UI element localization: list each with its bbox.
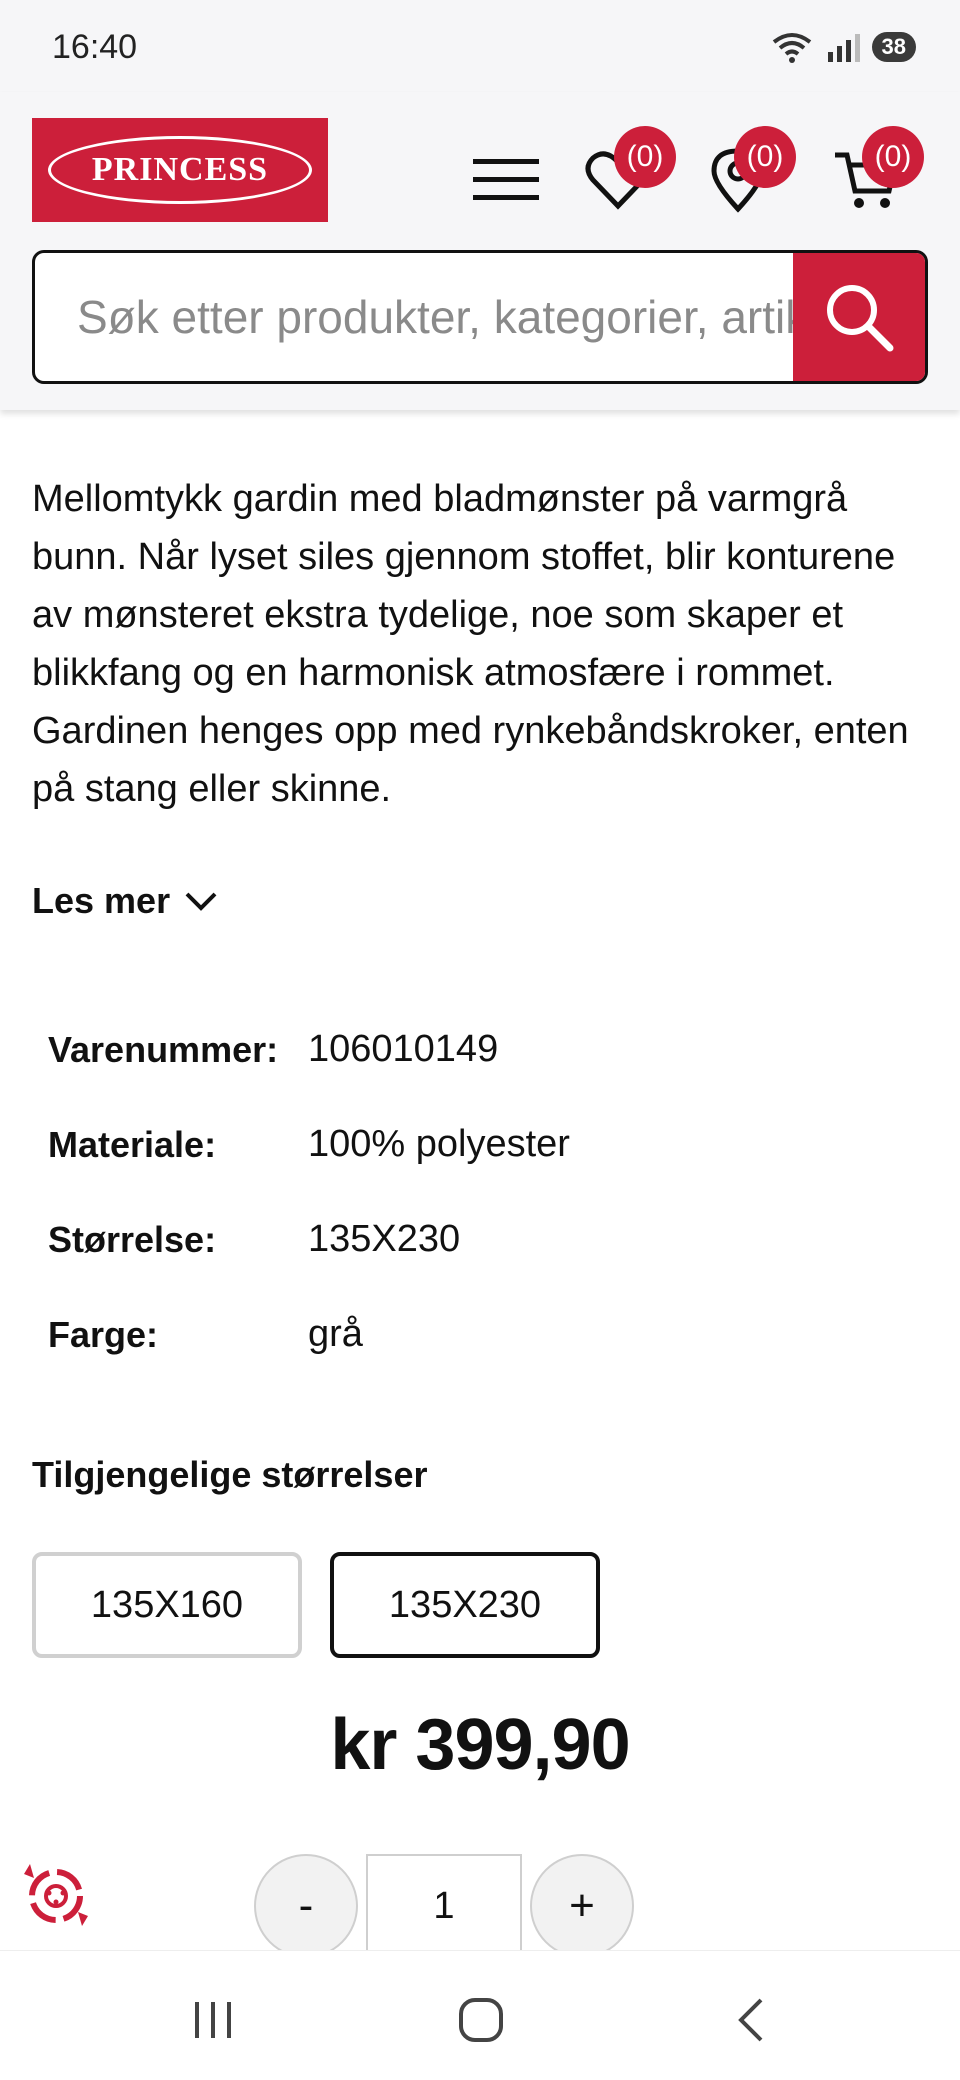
- signal-icon: [826, 32, 860, 62]
- battery-indicator: 38: [872, 32, 916, 62]
- wishlist-count-badge: (0): [614, 126, 676, 188]
- size-option-135x230-selected[interactable]: 135X230: [330, 1552, 600, 1658]
- stores-button[interactable]: [690, 132, 786, 228]
- chevron-down-icon: [184, 890, 218, 912]
- spec-value: 135X230: [308, 1218, 461, 1260]
- spec-label: Varenummer:: [48, 1028, 279, 1070]
- home-icon: [457, 1996, 505, 2044]
- quantity-decrease-button[interactable]: -: [254, 1854, 358, 1958]
- system-nav-bar: [0, 1950, 960, 2080]
- spec-row-color: [48, 1287, 908, 1382]
- back-button[interactable]: [706, 1985, 796, 2055]
- stores-count-badge: (0): [734, 126, 796, 188]
- spec-value: 100% polyester: [308, 1123, 570, 1165]
- back-icon: [733, 1996, 769, 2044]
- product-specs: [48, 1002, 908, 1382]
- spec-value: 106010149: [308, 1028, 499, 1070]
- status-bar: [0, 0, 960, 92]
- status-time: 16:40: [52, 28, 138, 66]
- available-sizes-heading: Tilgjengelige størrelser: [32, 1454, 428, 1495]
- hamburger-icon: [471, 155, 541, 205]
- support-widget-icon[interactable]: [16, 1856, 96, 1936]
- search-icon: [822, 280, 896, 354]
- home-button[interactable]: [436, 1985, 526, 2055]
- size-option-135x160[interactable]: 135X160: [32, 1552, 302, 1658]
- quantity-input[interactable]: 1: [366, 1854, 522, 1958]
- spec-row-article-number: [48, 1002, 908, 1097]
- logo-text: PRINCESS: [48, 136, 312, 204]
- read-more-label: Les mer: [32, 880, 171, 921]
- princess-logo[interactable]: [32, 118, 328, 222]
- spec-row-size: [48, 1192, 908, 1287]
- spec-label: Størrelse:: [48, 1218, 217, 1260]
- quantity-stepper: [254, 1854, 634, 1958]
- spec-row-material: [48, 1097, 908, 1192]
- product-price: kr 399,90: [330, 1705, 630, 1785]
- recent-apps-button[interactable]: [168, 1985, 258, 2055]
- product-description: Mellomtykk gardin med bladmønster på varmgrå bunn. Når lyset siles gjennom stoffet, blir konturene av mønsteret ekstra tydelige, noe som skaper et blikkfang og en harmonisk atmosfære i rommet. Gardinen henges opp med rynkebåndskroker, enten på stang eller skinne.: [32, 478, 909, 810]
- menu-button[interactable]: [458, 132, 554, 228]
- search-bar: [32, 250, 928, 384]
- spec-label: Materiale:: [48, 1123, 217, 1165]
- search-input[interactable]: [35, 253, 795, 381]
- spec-label: Farge:: [48, 1313, 159, 1355]
- read-more-toggle[interactable]: [32, 880, 218, 922]
- cart-button[interactable]: [818, 132, 914, 228]
- status-icons: [770, 30, 916, 64]
- search-button[interactable]: [793, 253, 925, 381]
- cart-count-badge: (0): [862, 126, 924, 188]
- spec-value: grå: [308, 1313, 363, 1355]
- quantity-increase-button[interactable]: +: [530, 1854, 634, 1958]
- wifi-icon: [770, 30, 814, 64]
- wishlist-button[interactable]: [570, 132, 666, 228]
- recent-apps-icon: [191, 1998, 235, 2042]
- site-header: [0, 92, 960, 410]
